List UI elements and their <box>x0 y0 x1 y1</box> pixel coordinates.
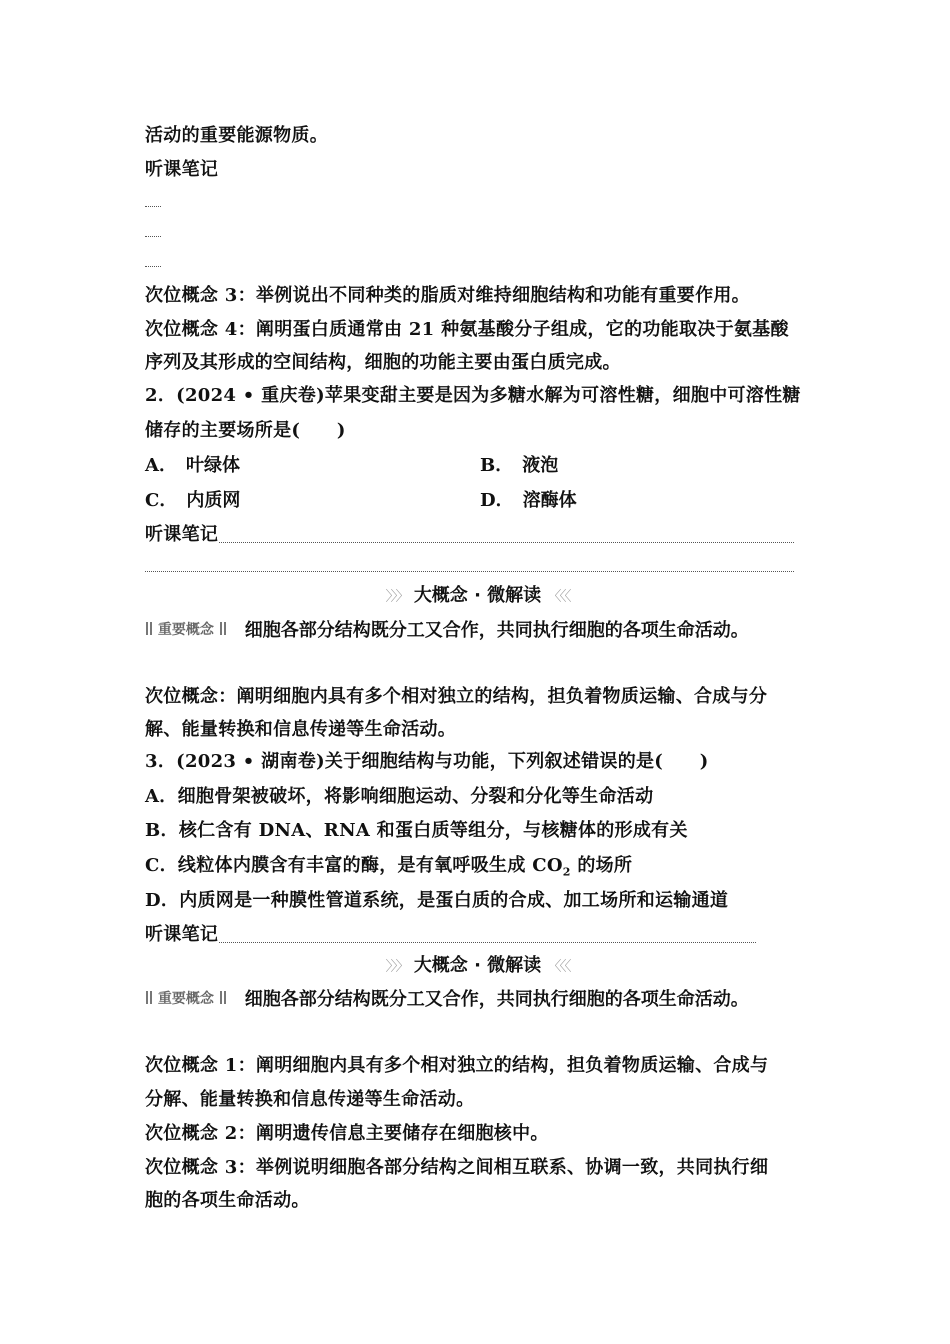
banner-title: 大概念 · 微解读 <box>413 955 542 976</box>
paragraph-continuation: 活动的重要能源物质。 <box>145 125 328 146</box>
question-3-stem: 3．(2023 • 湖南卷)关于细胞结构与功能，下列叙述错误的是( ) <box>145 751 709 772</box>
important-concept-text: 细胞各部分结构既分工又合作，共同执行细胞的各项生命活动。 <box>244 989 749 1010</box>
sub-concept-2: 次位概念 2：阐明遗传信息主要储存在细胞核中。 <box>145 1123 549 1144</box>
note-dotted-line <box>145 236 161 237</box>
important-concept-text: 细胞各部分结构既分工又合作，共同执行细胞的各项生命活动。 <box>244 620 749 641</box>
section-banner <box>145 583 810 610</box>
chevron-left-icon: 〈〈〈 <box>547 959 570 975</box>
chevron-right-icon: 〉〉〉 <box>385 959 408 975</box>
important-concept-tag: 重要概念 <box>145 617 227 643</box>
note-dotted-line <box>145 266 161 267</box>
chevron-left-icon: 〈〈〈 <box>547 589 570 605</box>
note-label: 听课笔记 <box>145 924 219 945</box>
sub-concept-1-line2: 分解、能量转换和信息传递等生命活动。 <box>145 1089 475 1110</box>
question-2-option-b: B． 液泡 <box>480 455 559 476</box>
question-2-line2: 储存的主要场所是( ) <box>145 420 346 441</box>
sub-concept-4-line1: 次位概念 4：阐明蛋白质通常由 21 种氨基酸分子组成，它的功能取决于氨基酸 <box>145 319 789 340</box>
sub-concept-line2: 解、能量转换和信息传递等生命活动。 <box>145 719 457 740</box>
section-banner <box>145 953 810 980</box>
question-2-option-a: A． 叶绿体 <box>145 455 240 476</box>
question-2-line1: 2．(2024 • 重庆卷)苹果变甜主要是因为多糖水解为可溶性糖，细胞中可溶性糖 <box>145 385 801 406</box>
sub-concept-3: 次位概念 3：举例说出不同种类的脂质对维持细胞结构和功能有重要作用。 <box>145 285 750 306</box>
sub-concept-3-line1: 次位概念 3：举例说明细胞各部分结构之间相互联系、协调一致，共同执行细 <box>145 1157 769 1178</box>
question-3-option-a: A．细胞骨架被破坏，将影响细胞运动、分裂和分化等生命活动 <box>145 786 654 807</box>
important-concept-tag: 重要概念 <box>145 986 227 1012</box>
note-rule <box>145 571 794 572</box>
note-rule <box>219 542 794 543</box>
note-label: 听课笔记 <box>145 524 219 545</box>
question-2-option-d: D． 溶酶体 <box>480 490 577 511</box>
note-rule <box>219 942 756 943</box>
note-label: 听课笔记 <box>145 159 219 180</box>
banner-title: 大概念 · 微解读 <box>413 585 542 606</box>
question-3-option-b: B．核仁含有 DNA、RNA 和蛋白质等组分，与核糖体的形成有关 <box>145 820 688 841</box>
note-dotted-line <box>145 206 161 207</box>
question-2-option-c: C． 内质网 <box>145 490 241 511</box>
important-concept-row <box>145 617 845 644</box>
important-concept-row <box>145 986 845 1013</box>
sub-concept-4-line2: 序列及其形成的空间结构，细胞的功能主要由蛋白质完成。 <box>145 352 621 373</box>
sub-concept-1-line1: 次位概念 1：阐明细胞内具有多个相对独立的结构，担负着物质运输、合成与 <box>145 1055 769 1076</box>
sub-concept-line1: 次位概念：阐明细胞内具有多个相对独立的结构，担负着物质运输、合成与分 <box>145 686 768 707</box>
question-3-option-d: D．内质网是一种膜性管道系统，是蛋白质的合成、加工场所和运输通道 <box>145 890 729 911</box>
question-3-option-c: C．线粒体内膜含有丰富的酶，是有氧呼吸生成 $CO_2$ 的场所 <box>145 855 633 879</box>
sub-concept-3-line2: 胞的各项生命活动。 <box>145 1190 310 1211</box>
chevron-right-icon: 〉〉〉 <box>385 589 408 605</box>
